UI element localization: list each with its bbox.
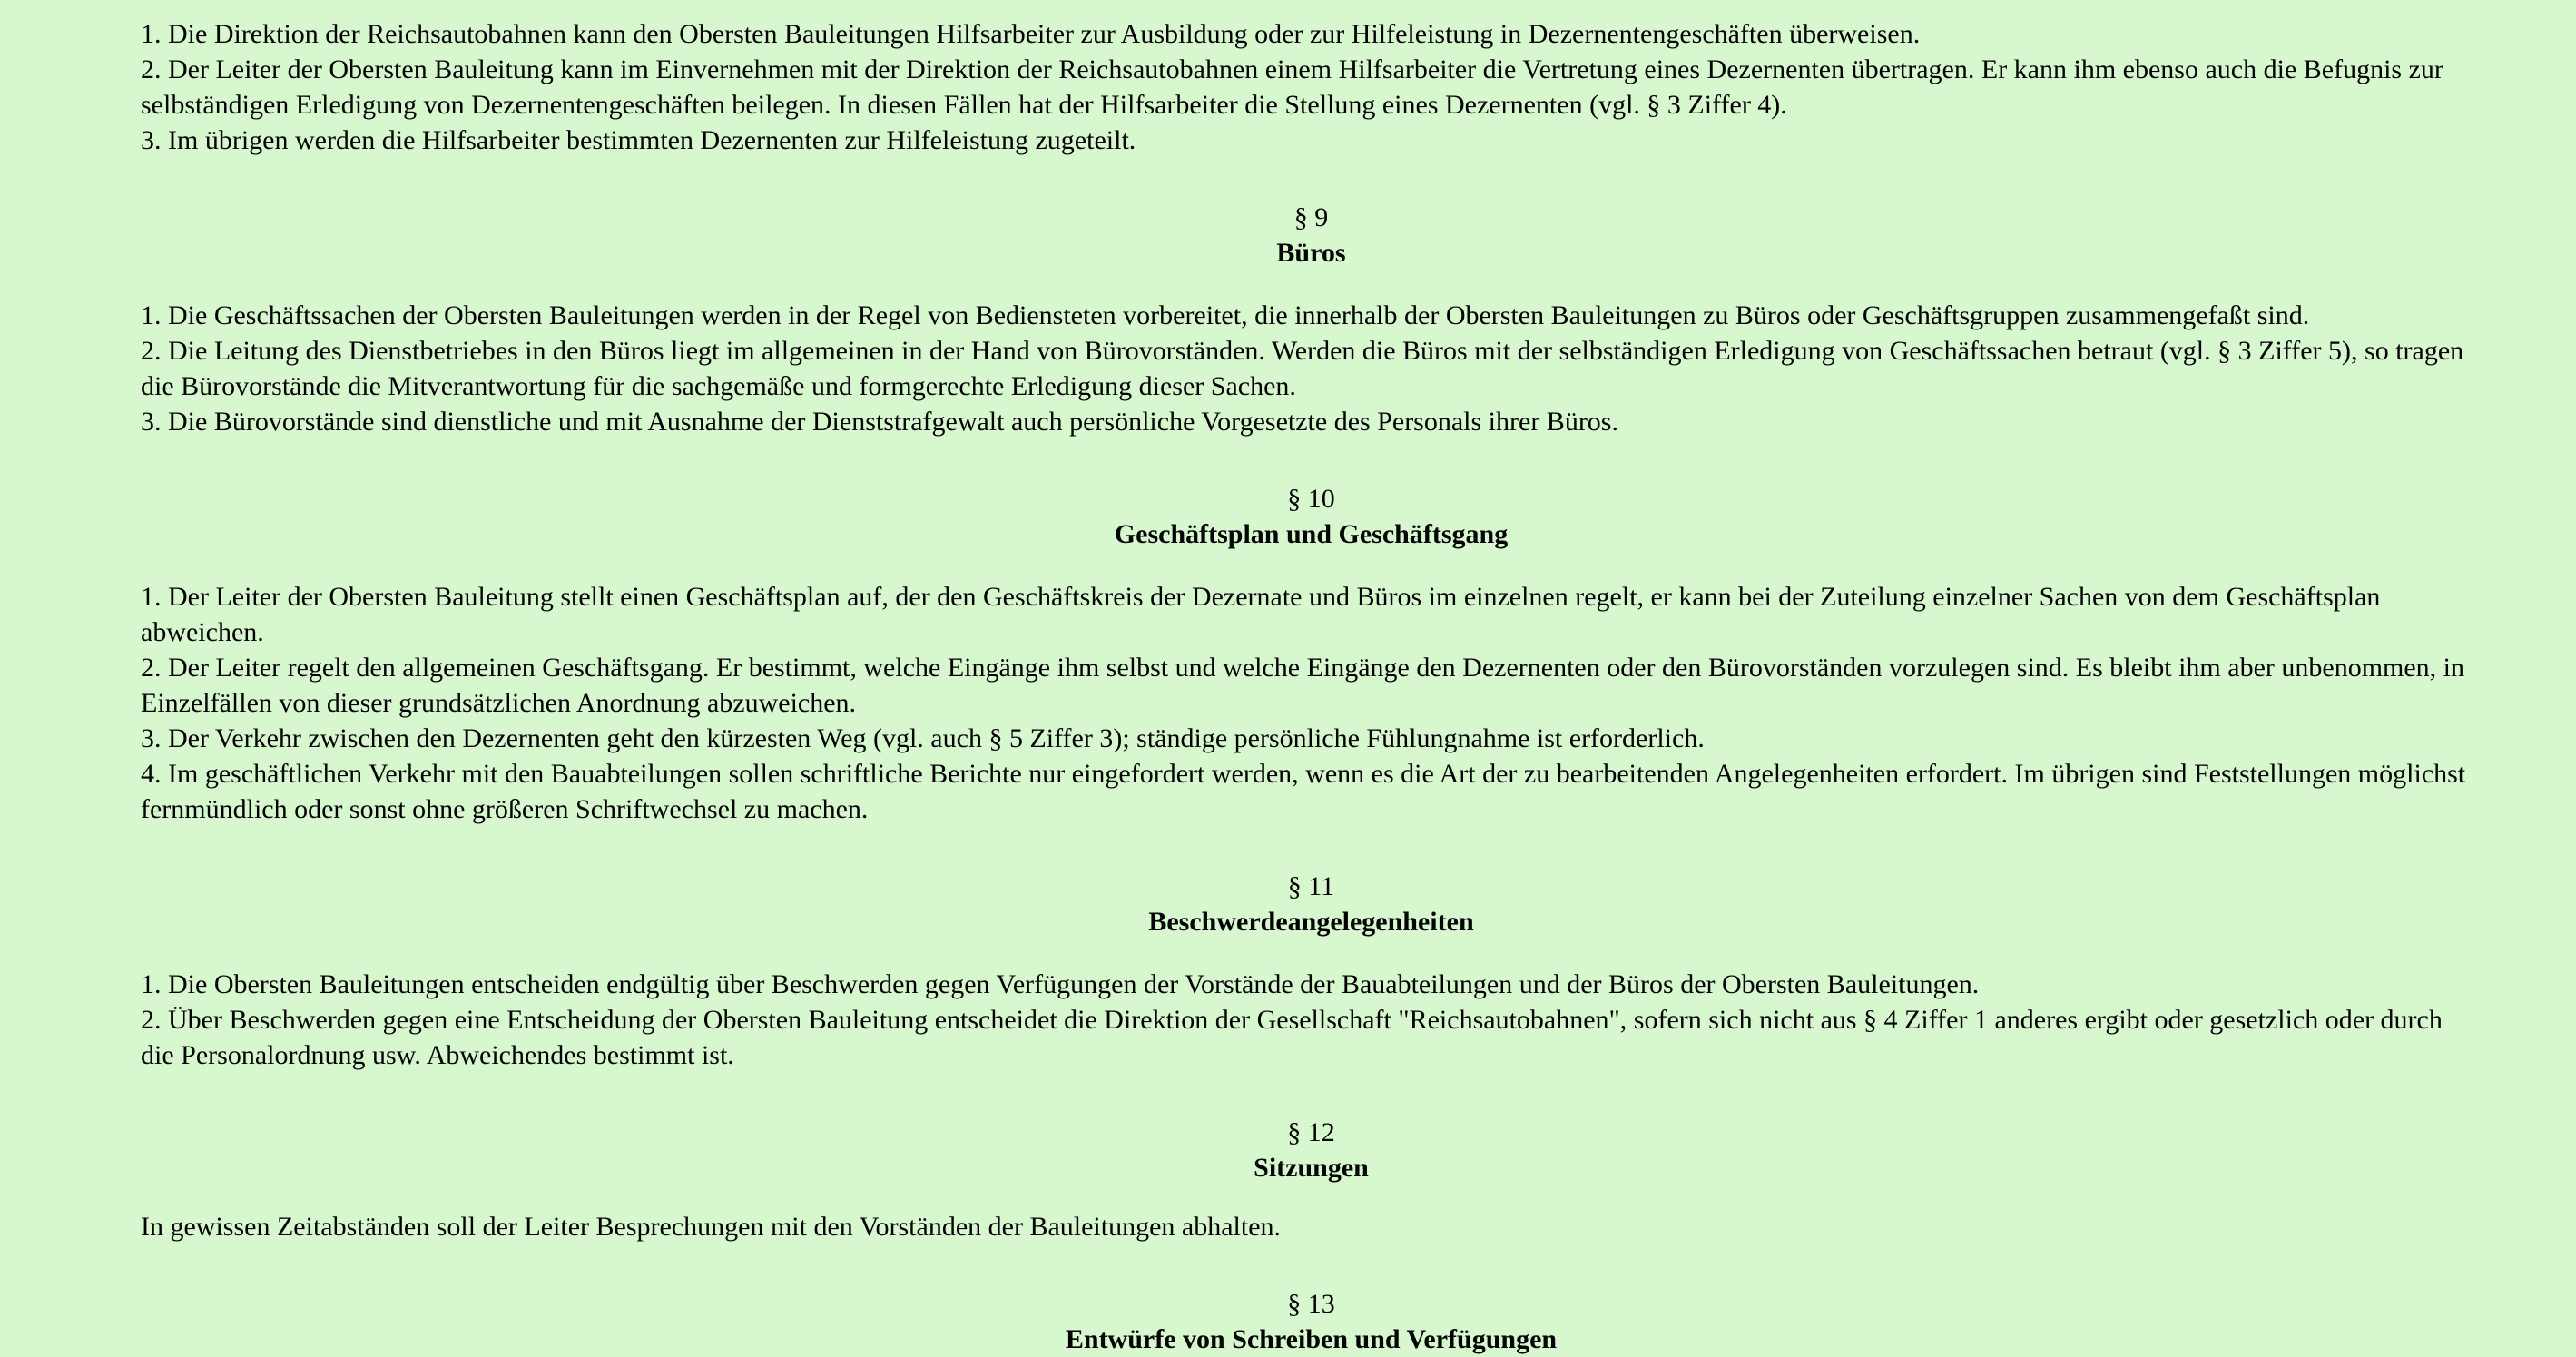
paragraph: 2. Die Leitung des Dienstbetriebes in den Büros liegt im allgemeinen in der Hand von Bürovorständen. Werden die Büros mit der selbständigen Erledigung von Geschäftssachen betraut (vgl. § 3 Ziffer 5), so tragen die Bürovorstände die Mitverantwortung für die sachgemäße und formgerechte Erledigung dieser Sachen.	[141, 336, 2464, 401]
section-number: § 11	[1287, 871, 1335, 901]
paragraph: In gewissen Zeitabständen soll der Leiter Besprechungen mit den Vorständen der Bauleitungen abhalten.	[141, 1212, 1282, 1242]
paragraph: 1. Die Geschäftssachen der Obersten Bauleitungen werden in der Regel von Bediensteten vorbereitet, die innerhalb der Obersten Bauleitungen zu Büros oder Geschäftsgruppen zusammengefaßt sind.	[141, 300, 2310, 330]
section-title: Sitzungen	[1254, 1153, 1369, 1183]
paragraph: 3. Die Bürovorstände sind dienstliche und mit Ausnahme der Dienststrafgewalt auch persönliche Vorgesetzte des Personals ihrer Büros.	[141, 407, 1618, 437]
section-number: § 12	[1287, 1117, 1335, 1147]
paragraph: 4. Im geschäftlichen Verkehr mit den Bauabteilungen sollen schriftliche Berichte nur eingefordert werden, wenn es die Art der zu bearbeitenden Angelegenheiten erfordert. Im übrigen sind Feststellungen möglichst fernmündlich oder sonst ohne größeren Schriftwechsel zu machen.	[141, 759, 2466, 824]
section-heading-9	[141, 200, 2482, 270]
section-number: § 10	[1287, 484, 1335, 514]
paragraph: 2. Der Leiter regelt den allgemeinen Geschäftsgang. Er bestimmt, welche Eingänge ihm selbst und welche Eingänge den Dezernenten oder den Bürovorständen vorzulegen sind. Es bleibt ihm aber unbenommen, in Einzelfällen von dieser grundsätzlichen Anordnung abzuweichen.	[141, 653, 2465, 718]
section-title: Entwürfe von Schreiben und Verfügungen	[1065, 1324, 1558, 1354]
section-body-9	[141, 298, 2482, 439]
paragraph: 3. Im übrigen werden die Hilfsarbeiter bestimmten Dezernenten zur Hilfeleistung zugeteilt.	[141, 125, 1136, 155]
paragraph: 2. Über Beschwerden gegen eine Entscheidung der Obersten Bauleitung entscheidet die Direktion der Gesellschaft "Reichsautobahnen", sofern sich nicht aus § 4 Ziffer 1 anderes ergibt oder gesetzlich oder durch die Personalordnung usw. Abweichendes bestimmt ist.	[141, 1005, 2443, 1070]
section-number: § 13	[1287, 1289, 1335, 1319]
paragraph: 1. Der Leiter der Obersten Bauleitung stellt einen Geschäftsplan auf, der den Geschäftskreis der Dezernate und Büros im einzelnen regelt, er kann bei der Zuteilung einzelner Sachen von dem Geschäftsplan abweichen.	[141, 582, 2381, 647]
intro-block	[141, 16, 2482, 158]
section-heading-10	[141, 481, 2482, 552]
paragraph: 1. Die Obersten Bauleitungen entscheiden endgültig über Beschwerden gegen Verfügungen der Vorstände der Bauabteilungen und der Büros der Obersten Bauleitungen.	[141, 969, 1980, 999]
section-number: § 9	[1293, 202, 1329, 232]
section-body-12	[141, 1209, 2482, 1244]
section-heading-13	[141, 1286, 2482, 1357]
section-title: Geschäftsplan und Geschäftsgang	[1114, 519, 1509, 549]
section-title: Beschwerdeangelegenheiten	[1148, 907, 1474, 937]
section-heading-11	[141, 869, 2482, 939]
section-title: Büros	[1276, 238, 1346, 268]
paragraph: 3. Der Verkehr zwischen den Dezernenten geht den kürzesten Weg (vgl. auch § 5 Ziffer 3); ständige persönliche Fühlungnahme ist erforderlich.	[141, 723, 1705, 753]
section-body-10	[141, 579, 2482, 827]
paragraph: 1. Die Direktion der Reichsautobahnen kann den Obersten Bauleitungen Hilfsarbeiter zur Ausbildung oder zur Hilfeleistung in Dezernentengeschäften überweisen.	[141, 19, 1921, 49]
section-heading-12	[141, 1115, 2482, 1185]
section-body-11	[141, 967, 2482, 1073]
paragraph: 2. Der Leiter der Obersten Bauleitung kann im Einvernehmen mit der Direktion der Reichsautobahnen einem Hilfsarbeiter die Vertretung eines Dezernenten übertragen. Er kann ihm ebenso auch die Befugnis zur selbständigen Erledigung von Dezernentengeschäften beilegen. In diesen Fällen hat der Hilfsarbeiter die Stellung eines Dezernenten (vgl. § 3 Ziffer 4).	[141, 54, 2443, 120]
